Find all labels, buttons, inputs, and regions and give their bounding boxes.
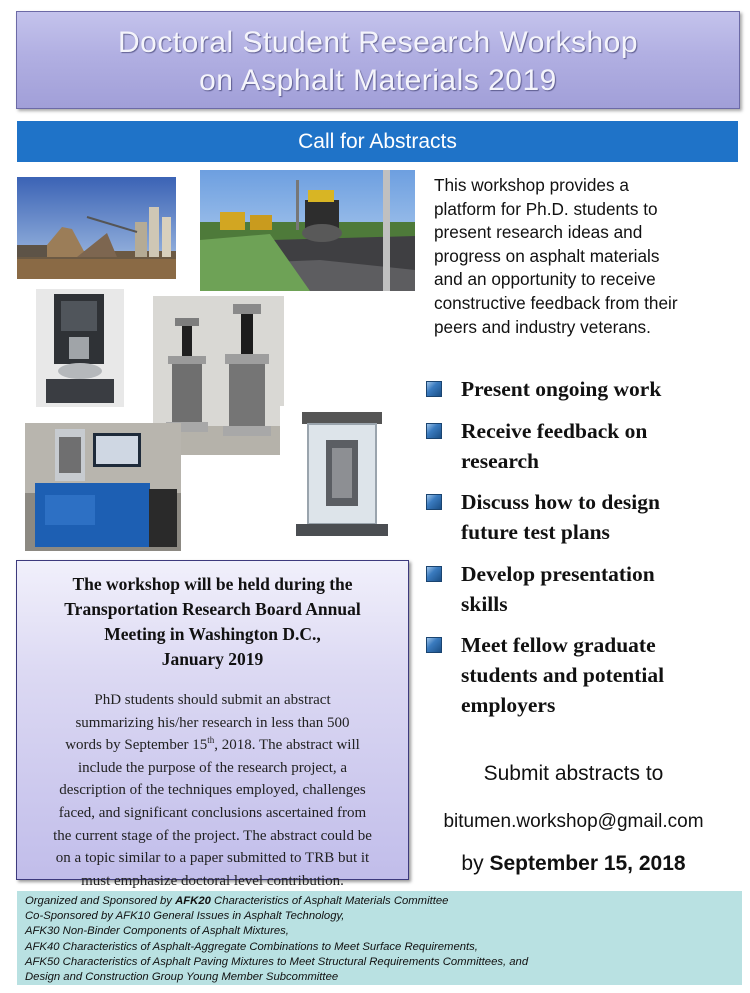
footer-line: AFK40 Characteristics of Asphalt-Aggregate Combinations to Meet Surface Requirements, [25,940,478,953]
info-body-line: PhD students should submit an abstract [94,692,331,708]
footer-line: Co-Sponsored by AFK10 General Issues in Asphalt Technology, [25,910,345,923]
info-body-line [17,734,408,757]
deadline-prefix: by [461,852,484,875]
intro-line: peers and industry veterans. [434,316,651,337]
testing-machine-photo [36,289,124,407]
square-bullet-icon [426,566,442,582]
footer-line: AFK50 Characteristics of Asphalt Paving Mixtures to Meet Structural Requirements Committees, and [25,955,529,968]
ordinal-suffix: th [207,735,215,746]
bullet-text: employers [461,693,556,717]
info-heading-line: Meeting in Washington D.C., [104,624,321,644]
square-bullet-icon [426,494,442,510]
title-line-1: Doctoral Student Research Workshop [117,26,639,59]
bullet-text: students and potential [461,663,665,687]
title-banner [16,11,740,109]
submission-deadline [410,852,737,876]
bullet-text: Develop presentation [461,562,655,586]
bullet-text: Meet fellow graduate [461,633,656,657]
intro-line: present research ideas and [434,222,643,243]
footer-line: AFK30 Non-Binder Components of Asphalt Mixtures, [25,925,289,938]
sponsors-footer [17,891,742,985]
footer-line: Design and Construction Group Young Member Subcommittee [25,971,339,984]
square-bullet-icon [426,637,442,653]
intro-line: This workshop provides a [434,175,629,195]
bullet-text: skills [461,592,508,616]
bullet-text: research [461,449,540,473]
workshop-info-box [16,560,409,889]
square-bullet-icon [426,381,442,397]
info-body-line: on a topic similar to a paper submitted to TRB but it [55,850,370,867]
intro-line: and an opportunity to receive [434,269,656,290]
info-body-line: the current stage of the project. The abstract could be [53,827,372,844]
info-body-line: faced, and significant conclusions ascertained from [58,804,367,821]
info-body-line: must emphasize doctoral level contribution. [81,872,344,889]
info-body-text: , 2018. The abstract will [214,737,360,754]
info-heading-line: January 2019 [161,649,264,669]
call-for-abstracts-heading: Call for Abstracts [17,121,738,162]
info-heading-line: Transportation Research Board Annual [64,599,361,619]
bullet-text: future test plans [461,520,610,544]
footer-text: Characteristics of Asphalt Materials Committee [214,895,449,907]
workshop-description [434,174,734,339]
title-line-2: on Asphalt Materials 2019 [199,64,557,97]
info-body-line: summarizing his/her research in less than 500 [75,714,350,731]
info-body-text: words by September 15 [65,737,208,754]
info-heading-line: The workshop will be held during the [72,574,353,594]
triaxial-cell-photo [280,406,404,547]
lab-workstation-photo [25,423,181,551]
contact-email[interactable]: bitumen.workshop@gmail.com [443,811,704,832]
info-body-line: description of the techniques employed, challenges [59,782,366,799]
info-body [17,689,408,892]
submit-label: Submit abstracts to [483,762,664,785]
intro-line: progress on asphalt materials [434,245,660,266]
deadline-date: September 15, 2018 [489,852,686,875]
bullet-text: Discuss how to design [461,490,660,514]
intro-line: constructive feedback from their [434,292,678,313]
bullet-text: Receive feedback on [461,419,648,443]
info-body-line: include the purpose of the research project, a [77,759,348,776]
square-bullet-icon [426,423,442,439]
committee-code: AFK20 [175,895,211,907]
bullet-text: Present ongoing work [461,377,662,401]
footer-line [25,894,742,909]
road-paving-photo [200,170,415,291]
asphalt-plant-photo [17,177,176,279]
footer-text: Organized and Sponsored by [25,895,172,907]
intro-line: platform for Ph.D. students to [434,198,658,219]
info-heading [17,572,408,672]
